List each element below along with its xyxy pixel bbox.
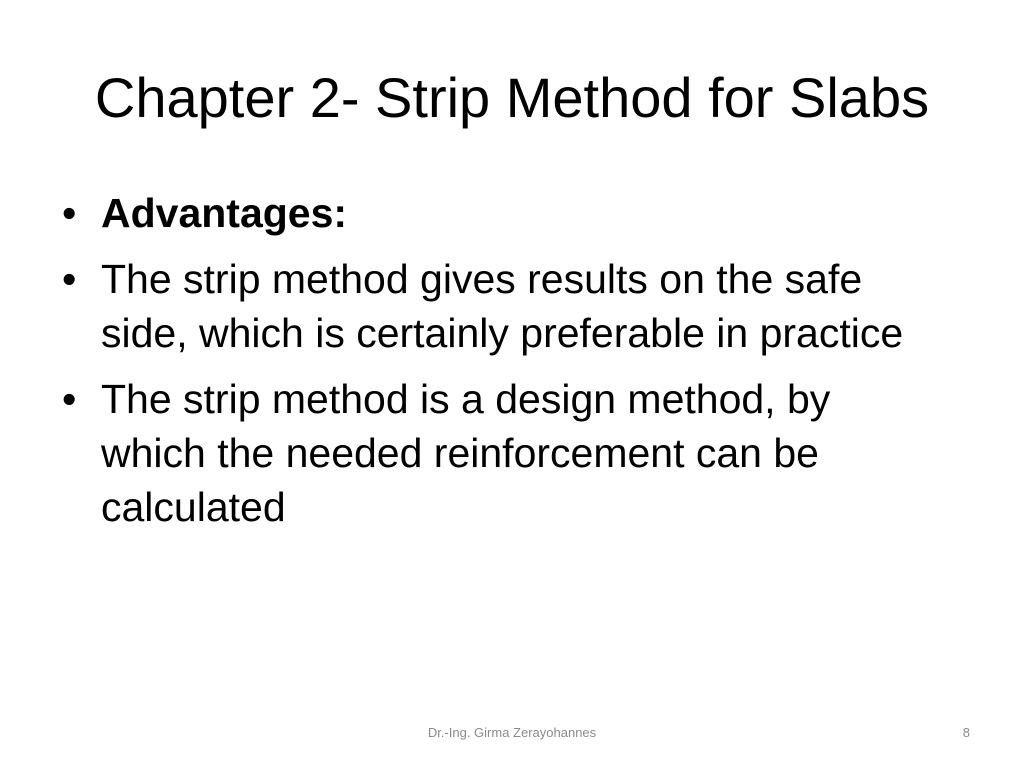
slide-title: Chapter 2- Strip Method for Slabs — [94, 66, 930, 129]
bullet-icon: • — [62, 190, 77, 236]
bullet-list — [62, 186, 926, 534]
bullet-text: The strip method gives results on the safe side, which is certainly preferable in practice — [101, 256, 904, 356]
bullet-item-advantages — [62, 186, 926, 240]
bullet-text: The strip method is a design method, by which the needed reinforcement can be calculated — [101, 376, 831, 530]
bullet-item-safe-side — [62, 252, 926, 360]
bullet-item-design-method — [62, 372, 926, 534]
page-number: 8 — [962, 725, 970, 740]
footer-author: Dr.-Ing. Girma Zerayohannes — [427, 725, 597, 740]
bullet-text: Advantages: — [101, 190, 348, 236]
bullet-icon: • — [62, 376, 77, 422]
bullet-icon: • — [62, 256, 77, 302]
